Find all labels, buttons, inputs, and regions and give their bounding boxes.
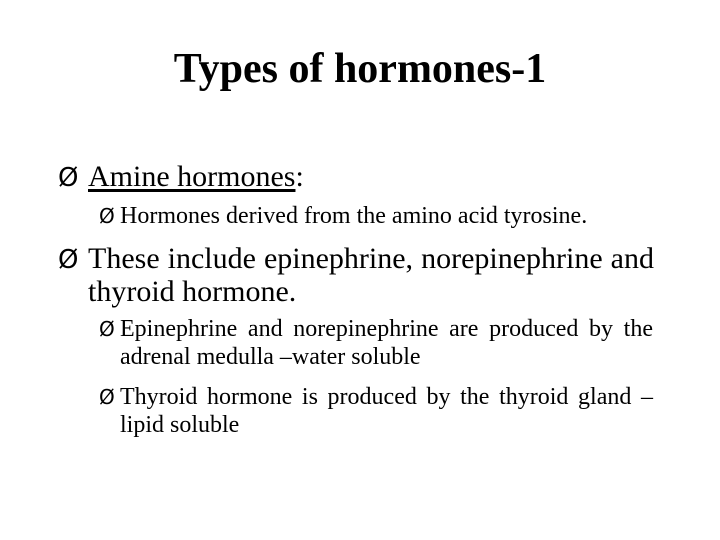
sub-bullet-epinephrine [99,315,653,371]
bullet-term-suffix: : [295,160,304,193]
arrow-bullet-icon: Ø [58,163,79,193]
sub-bullet-text: Epinephrine and norepinephrine are produced by the adrenal medulla –water soluble [120,316,653,370]
sub-bullet-text: Thyroid hormone is produced by the thyroid gland –lipid soluble [120,384,653,438]
bullet-text: These include epinephrine, norepinephrine and thyroid hormone. [88,242,654,308]
sub-bullet-text: Hormones derived from the amino acid tyrosine. [120,203,588,229]
bullet-amine-hormones [58,160,654,193]
arrow-bullet-icon: Ø [99,385,115,409]
arrow-bullet-icon: Ø [99,317,115,341]
bullet-these-include [58,242,654,308]
sub-bullet-thyroid [99,383,653,439]
bullet-term: Amine hormones [88,160,296,193]
sub-bullet-tyrosine [99,202,653,230]
arrow-bullet-icon: Ø [99,204,115,228]
arrow-bullet-icon: Ø [58,245,79,275]
slide-title: Types of hormones-1 [173,46,547,92]
